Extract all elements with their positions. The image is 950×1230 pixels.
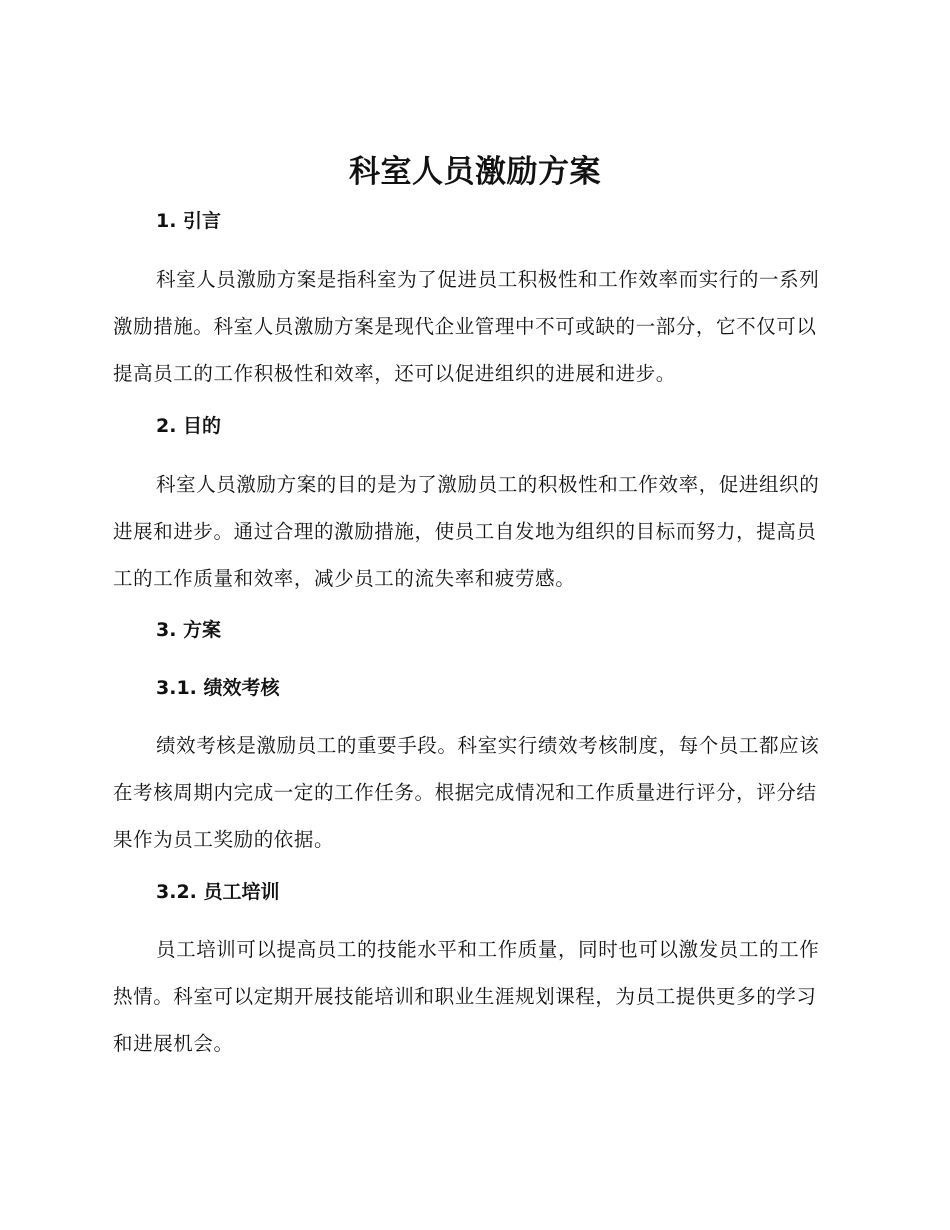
section-paragraph-introduction: 科室人员激励方案是指科室为了促进员工积极性和工作效率而实行的一系列激励措施。科室人员激励方案是现代企业管理中不可或缺的一部分，它不仅可以提高员工的工作积极性和效率，还可以促进组织的进展和进步。	[113, 268, 820, 385]
section-paragraph-purpose: 科室人员激励方案的目的是为了激励员工的积极性和工作效率，促进组织的进展和进步。通过合理的激励措施，使员工自发地为组织的目标而努力，提高员工的工作质量和效率，减少员工的流失率和疲劳感。	[113, 473, 820, 590]
document-title: 科室人员激励方案	[349, 154, 601, 190]
section-heading-introduction: 1. 引言	[156, 210, 222, 232]
section-paragraph-performance-review: 绩效考核是激励员工的重要手段。科室实行绩效考核制度，每个员工都应该在考核周期内完成一定的工作任务。根据完成情况和工作质量进行评分，评分结果作为员工奖励的依据。	[113, 734, 820, 851]
section-heading-training: 3.2. 员工培训	[156, 881, 280, 903]
section-paragraph-training: 员工培训可以提高员工的技能水平和工作质量，同时也可以激发员工的工作热情。科室可以定期开展技能培训和职业生涯规划课程，为员工提供更多的学习和进展机会。	[113, 938, 820, 1055]
section-heading-purpose: 2. 目的	[156, 415, 222, 437]
section-heading-plan: 3. 方案	[156, 619, 222, 641]
section-heading-performance-review: 3.1. 绩效考核	[156, 677, 280, 699]
